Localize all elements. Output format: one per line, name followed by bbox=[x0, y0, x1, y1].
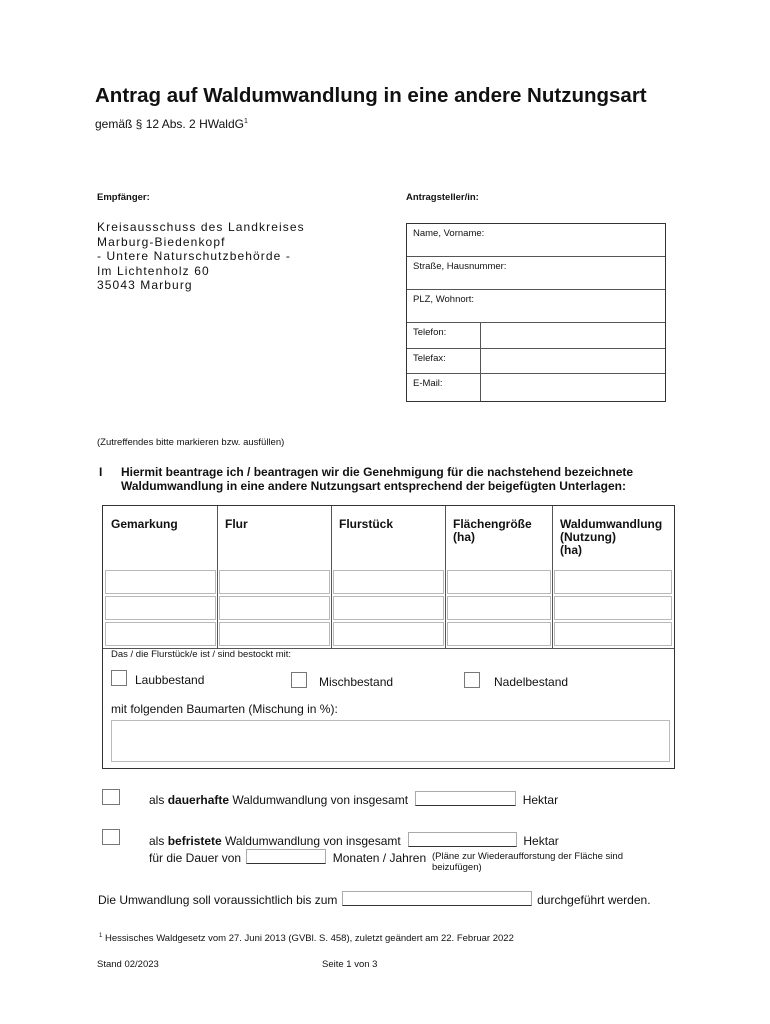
input-flaeche[interactable] bbox=[447, 570, 551, 594]
input-flur[interactable] bbox=[219, 596, 330, 620]
email-field-label: E-Mail: bbox=[413, 378, 443, 389]
section-number: I bbox=[99, 465, 103, 479]
plans-note: beizufügen) bbox=[432, 862, 482, 873]
input-flurstueck[interactable] bbox=[333, 570, 444, 594]
permanent-hectares-input[interactable] bbox=[415, 791, 516, 806]
street-field-label: Straße, Hausnummer: bbox=[413, 261, 507, 272]
input-gemarkung[interactable] bbox=[105, 570, 216, 594]
completion-date-input[interactable] bbox=[342, 891, 532, 906]
input-flaeche[interactable] bbox=[447, 622, 551, 646]
duration-unit: Monaten / Jahren bbox=[332, 851, 427, 865]
input-flurstueck[interactable] bbox=[333, 596, 444, 620]
section-text: Hiermit beantrage ich / beantragen wir die Genehmigung für die nachstehend bezeichnete Waldumwandlung in eine andere Nutzungsart entsprechend der beigefügten Unterlagen: bbox=[121, 465, 634, 493]
recipient-address bbox=[97, 220, 305, 293]
footnote-reference: 1 bbox=[243, 118, 248, 125]
duration-line: für die Dauer von Monaten / Jahren bbox=[149, 851, 427, 865]
column-divider bbox=[217, 506, 218, 649]
column-divider bbox=[331, 506, 332, 649]
column-divider bbox=[552, 506, 553, 649]
species-input[interactable] bbox=[111, 720, 670, 762]
input-flur[interactable] bbox=[219, 570, 330, 594]
temporary-checkbox[interactable] bbox=[102, 829, 120, 845]
street-field[interactable] bbox=[407, 257, 665, 290]
footnote: $^1$ Hessisches Waldgesetz vom 27. Juni 2013 (GVBl. S. 458), zuletzt geändert am 22. Februar 2022 bbox=[99, 933, 514, 945]
laubbestand-checkbox[interactable] bbox=[111, 670, 127, 686]
input-umwandlung[interactable] bbox=[554, 596, 672, 620]
completion-line: Die Umwandlung soll voraussichtlich bis zum durchgeführt werden. bbox=[98, 893, 651, 907]
city-field[interactable] bbox=[407, 290, 665, 323]
species-label: mit folgenden Baumarten (Mischung in %): bbox=[111, 702, 338, 716]
applicant-label: Antragsteller/in: bbox=[406, 192, 479, 203]
applicant-box bbox=[406, 223, 666, 402]
input-flaeche[interactable] bbox=[447, 596, 551, 620]
fill-instruction: (Zutreffendes bitte markieren bzw. ausfüllen) bbox=[97, 437, 285, 448]
input-umwandlung[interactable] bbox=[554, 570, 672, 594]
header-flaechengroesse: Flächengröße (ha) bbox=[453, 517, 532, 544]
recipient-label: Empfänger: bbox=[97, 192, 150, 203]
laubbestand-label: Laubbestand bbox=[135, 673, 205, 687]
temporary-line: als befristete Waldumwandlung von insgesamt Hektar bbox=[149, 834, 559, 848]
phone-field-label: Telefon: bbox=[413, 327, 447, 338]
parcel-table bbox=[102, 505, 675, 769]
input-umwandlung[interactable] bbox=[554, 622, 672, 646]
recipient-line: Kreisausschuss des Landkreises bbox=[97, 220, 305, 234]
version-label: Stand 02/2023 bbox=[97, 959, 159, 970]
name-field-label: Name, Vorname: bbox=[413, 228, 485, 239]
input-gemarkung[interactable] bbox=[105, 622, 216, 646]
mischbestand-checkbox[interactable] bbox=[291, 672, 307, 688]
form-subtitle: gemäß § 12 Abs. 2 HWaldG$^1$ bbox=[95, 117, 248, 131]
column-divider bbox=[445, 506, 446, 649]
city-field-label: PLZ, Wohnort: bbox=[413, 294, 475, 305]
fax-field[interactable] bbox=[407, 349, 665, 374]
input-flur[interactable] bbox=[219, 622, 330, 646]
nadelbestand-label: Nadelbestand bbox=[494, 675, 569, 689]
header-waldumwandlung: Waldumwandlung (Nutzung) (ha) bbox=[560, 517, 663, 557]
recipient-line: Im Lichtenholz 60 bbox=[97, 263, 210, 278]
plans-note: (Pläne zur Wiederaufforstung der Fläche sind bbox=[432, 851, 623, 862]
field-divider bbox=[480, 323, 481, 401]
input-gemarkung[interactable] bbox=[105, 596, 216, 620]
page-number: Seite 1 von 3 bbox=[322, 959, 378, 970]
stock-label: Das / die Flurstück/e ist / sind bestockt mit: bbox=[111, 649, 292, 660]
recipient-line: 35043 Marburg bbox=[97, 278, 193, 293]
permanent-checkbox[interactable] bbox=[102, 789, 120, 805]
permanent-line: als dauerhafte Waldumwandlung von insgesamt Hektar bbox=[149, 793, 559, 807]
name-field[interactable] bbox=[407, 224, 665, 257]
header-gemarkung: Gemarkung bbox=[111, 517, 178, 531]
mischbestand-label: Mischbestand bbox=[319, 675, 394, 689]
temporary-hectares-input[interactable] bbox=[408, 832, 517, 847]
recipient-line: - Untere Naturschutzbehörde - bbox=[97, 249, 291, 264]
form-title: Antrag auf Waldumwandlung in eine andere Nutzungsart bbox=[95, 84, 647, 107]
input-flurstueck[interactable] bbox=[333, 622, 444, 646]
duration-input[interactable] bbox=[246, 849, 326, 864]
nadelbestand-checkbox[interactable] bbox=[464, 672, 480, 688]
header-flurstueck: Flurstück bbox=[339, 517, 394, 531]
fax-field-label: Telefax: bbox=[413, 353, 446, 364]
temporary-unit: Hektar bbox=[523, 834, 559, 848]
phone-field[interactable] bbox=[407, 323, 665, 349]
permanent-unit: Hektar bbox=[522, 793, 559, 807]
recipient-line: Marburg-Biedenkopf bbox=[97, 234, 226, 249]
email-field[interactable] bbox=[407, 374, 665, 401]
header-flur: Flur bbox=[225, 517, 248, 531]
